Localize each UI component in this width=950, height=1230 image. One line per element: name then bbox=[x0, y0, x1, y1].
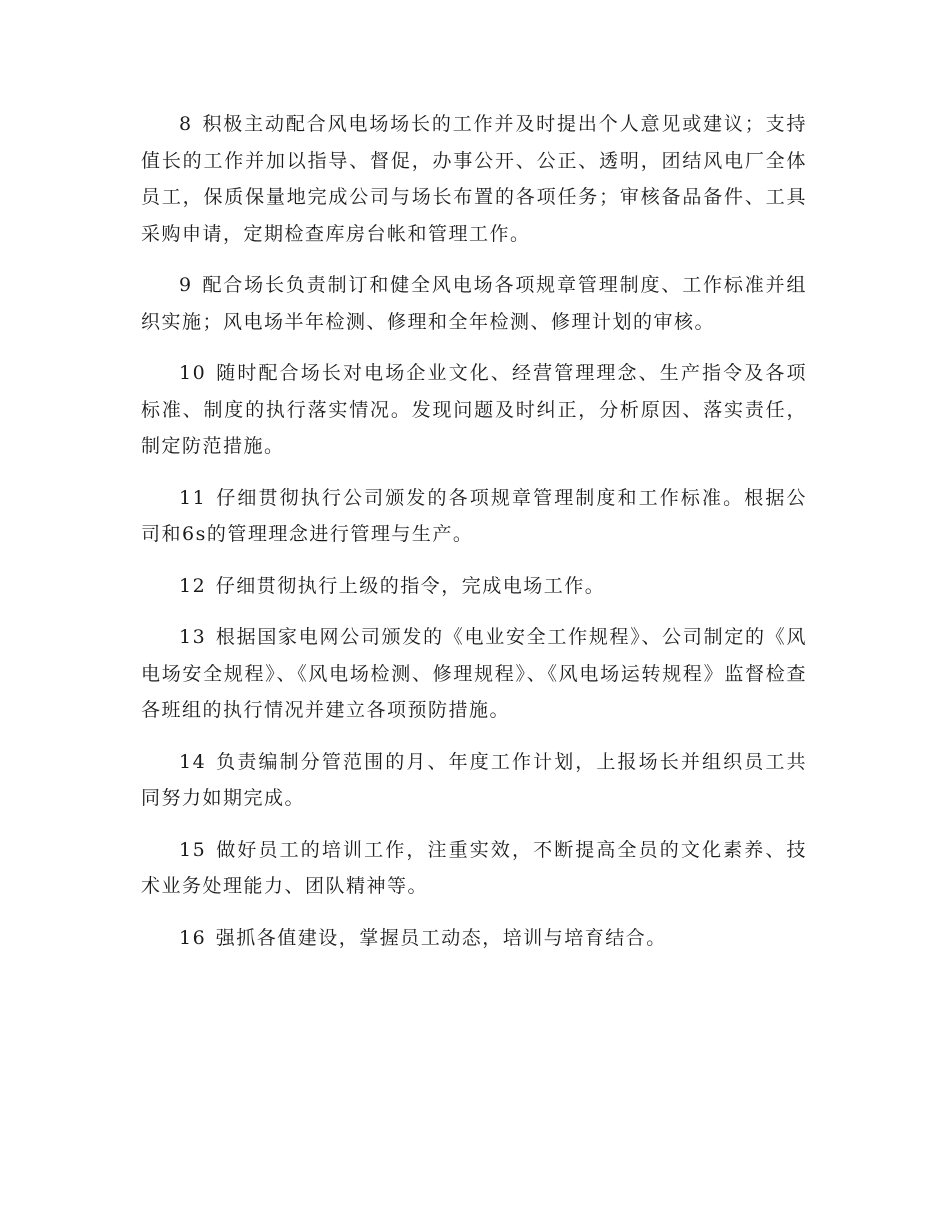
paragraph-15 bbox=[141, 832, 807, 905]
paragraph-16 bbox=[141, 920, 807, 957]
paragraph-text: 仔细贯彻执行公司颁发的各项规章管理制度和工作标准。根据公司和6s的管理理念进行管理与生产。 bbox=[141, 486, 807, 545]
paragraph-number: 15 bbox=[179, 838, 207, 861]
paragraph-text: 负责编制分管范围的月、年度工作计划，上报场长并组织员工共同努力如期完成。 bbox=[141, 750, 807, 809]
paragraph-13 bbox=[141, 619, 807, 729]
paragraph-text: 配合场长负责制订和健全风电场各项规章管理制度、工作标准并组织实施；风电场半年检测、修理和全年检测、修理计划的审核。 bbox=[141, 274, 807, 333]
paragraph-number: 16 bbox=[179, 926, 207, 949]
paragraph-12 bbox=[141, 568, 807, 605]
paragraph-number: 13 bbox=[179, 626, 207, 648]
paragraph-text: 积极主动配合风电场场长的工作并及时提出个人意见或建议；支持值长的工作并加以指导、督促，办事公开、公正、透明，团结风电厂全体员工，保质保量地完成公司与场长布置的各项任务；审核备品备件、工具采购申请，定期检查库房台帐和管理工作。 bbox=[141, 113, 807, 245]
document-body bbox=[141, 106, 807, 971]
paragraph-text: 做好员工的培训工作，注重实效，不断提高全员的文化素养、技术业务处理能力、团队精神等。 bbox=[141, 838, 807, 897]
paragraph-14 bbox=[141, 744, 807, 817]
paragraph-11 bbox=[141, 480, 807, 553]
paragraph-number: 14 bbox=[179, 750, 207, 773]
paragraph-8 bbox=[141, 106, 807, 252]
paragraph-text: 强抓各值建设，掌握员工动态，培训与培育结合。 bbox=[215, 926, 667, 949]
paragraph-text: 根据国家电网公司颁发的《电业安全工作规程》、公司制定的《风电场安全规程》、《风电场检测、修理规程》、《风电场运转规程》监督检查各班组的执行情况并建立各项预防措施。 bbox=[141, 626, 807, 721]
paragraph-number: 11 bbox=[179, 486, 207, 509]
paragraph-text: 仔细贯彻执行上级的指令，完成电场工作。 bbox=[215, 574, 606, 597]
paragraph-number: 10 bbox=[179, 362, 207, 384]
paragraph-number: 12 bbox=[179, 574, 207, 597]
paragraph-text: 随时配合场长对电场企业文化、经营管理理念、生产指令及各项标准、制度的执行落实情况。发现问题及时纠正，分析原因、落实责任，制定防范措施。 bbox=[141, 362, 807, 457]
paragraph-10 bbox=[141, 355, 807, 465]
paragraph-9 bbox=[141, 267, 807, 340]
paragraph-number: 9 bbox=[179, 274, 193, 296]
paragraph-number: 8 bbox=[179, 113, 193, 135]
